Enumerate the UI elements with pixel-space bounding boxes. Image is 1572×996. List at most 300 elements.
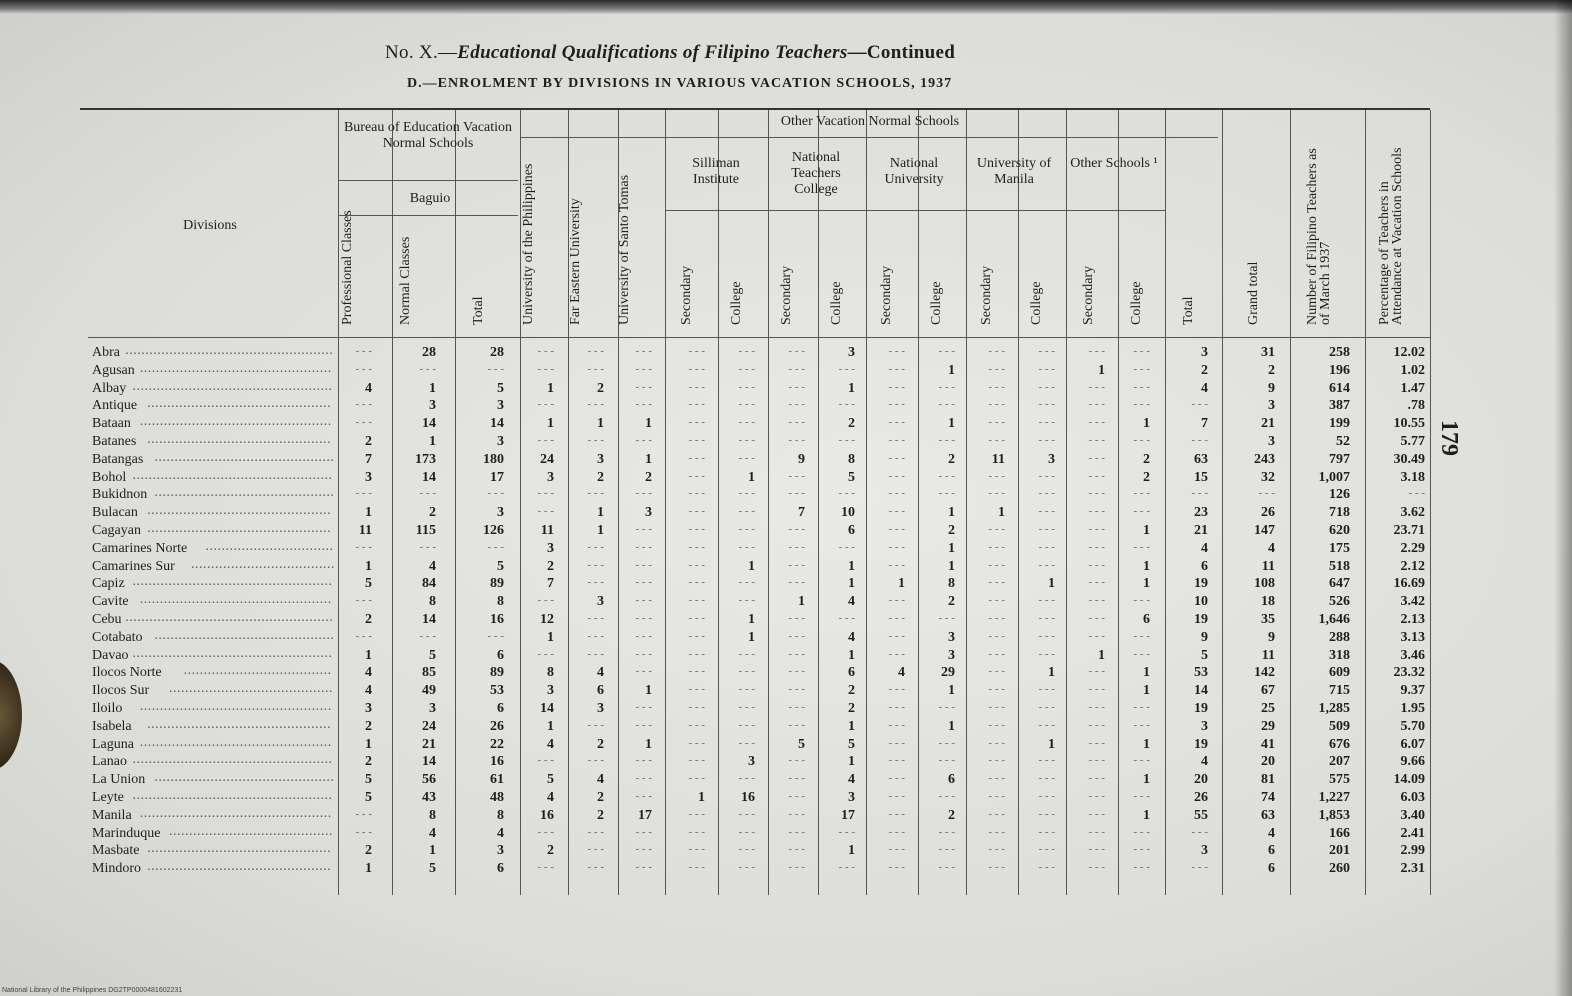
cell-tot: 3 <box>497 434 504 449</box>
cell-prof: - - - <box>355 807 372 820</box>
cell-oth-s: - - - <box>1088 434 1105 446</box>
baguio-rule <box>338 215 518 216</box>
cell-um-s: - - - <box>988 843 1005 856</box>
cell-prof: 2 <box>365 718 372 734</box>
cell-pct: 12.02 <box>1393 345 1425 360</box>
cell-grand: 32 <box>1261 469 1275 485</box>
cell-feu: 2 <box>597 469 604 485</box>
cell-sil-s: 1 <box>698 790 705 805</box>
column-rule <box>392 110 393 895</box>
cell-oth-s: - - - <box>1088 451 1105 464</box>
cell-ust: - - - <box>635 345 652 357</box>
cell-pct: 2.41 <box>1400 825 1425 841</box>
cell-oth-c: - - - <box>1133 345 1150 357</box>
cell-oth-s: - - - <box>1088 576 1105 589</box>
header-college: College <box>1029 281 1044 325</box>
cell-oth-c: - - - <box>1133 505 1150 518</box>
cell-norm: 8 <box>429 594 436 610</box>
cell-nu-s: - - - <box>888 754 905 767</box>
cell-grand: 67 <box>1261 683 1275 699</box>
cell-feu: - - - <box>587 861 604 874</box>
cell-tot: 61 <box>490 772 504 788</box>
cell-tot: 5 <box>497 380 504 396</box>
leader-dots: .............................................. <box>147 432 332 447</box>
cell-ntc-c: 4 <box>848 629 855 645</box>
cell-up: 12 <box>540 612 554 627</box>
cell-um-c: - - - <box>1038 487 1055 500</box>
cell-sil-c: - - - <box>738 736 755 749</box>
cell-oth-c: 2 <box>1143 469 1150 485</box>
header-up: University of the Philippines <box>521 163 536 325</box>
leader-dots: ................................................ <box>139 414 332 430</box>
cell-norm: 43 <box>422 790 436 805</box>
cell-nu-c: - - - <box>938 398 955 411</box>
cell-um-s: - - - <box>988 487 1005 500</box>
cell-ntc-c: 6 <box>848 523 855 538</box>
cell-um-s: - - - <box>988 362 1005 375</box>
cell-sil-c: - - - <box>738 718 755 731</box>
cell-grand: 142 <box>1254 665 1275 681</box>
cell-norm: 3 <box>429 701 436 716</box>
header-pct: Percentage of Teachers in Attendance at Vacation Schools <box>1377 147 1405 325</box>
leader-dots: ................................................ <box>139 592 332 608</box>
cell-oth-c: 1 <box>1143 576 1150 592</box>
cell-norm: 49 <box>422 683 436 699</box>
cell-num: 575 <box>1329 772 1350 788</box>
cell-feu: - - - <box>587 825 604 838</box>
leader-dots: .................................................. <box>132 467 333 483</box>
cell-oth-s: - - - <box>1088 345 1105 357</box>
cell-norm: 1 <box>429 434 436 449</box>
cell-sil-s: - - - <box>688 754 705 767</box>
cell-oth-s: - - - <box>1088 380 1105 393</box>
cell-num: 196 <box>1329 362 1350 378</box>
cell-ust: - - - <box>635 594 652 607</box>
thumb-shadow <box>0 660 22 770</box>
cell-nu-c: - - - <box>938 487 955 500</box>
division-name: Bataan <box>92 416 131 432</box>
cell-um-c: 1 <box>1048 576 1055 592</box>
cell-sil-c: - - - <box>738 505 755 518</box>
cell-ust: - - - <box>635 861 652 874</box>
cell-ntc-c: 3 <box>848 345 855 360</box>
division-name: Cagayan <box>92 523 141 538</box>
cell-ntc-s: 9 <box>798 451 805 467</box>
cell-ntc-c: 3 <box>848 790 855 805</box>
cell-up: - - - <box>537 345 554 357</box>
cell-nu-s: - - - <box>888 594 905 607</box>
cell-pct: 2.29 <box>1400 540 1425 556</box>
cell-nu-c: 6 <box>948 772 955 788</box>
cell-up: 3 <box>547 469 554 485</box>
cell-tot: 48 <box>490 790 504 805</box>
cell-pct: .78 <box>1407 398 1425 414</box>
cell-oth-s: 1 <box>1098 647 1105 663</box>
cell-grand: 147 <box>1254 523 1275 538</box>
leader-dots: .............................................. <box>147 841 332 857</box>
cell-um-c: - - - <box>1038 772 1055 785</box>
cell-um-s: - - - <box>988 807 1005 820</box>
cell-tot: 22 <box>490 736 504 752</box>
cell-oth-s: - - - <box>1088 558 1105 571</box>
cell-oth-c: - - - <box>1133 825 1150 838</box>
cell-oth-c: 1 <box>1143 736 1150 752</box>
cell-grand: 25 <box>1261 701 1275 716</box>
cell-ntc-c: 10 <box>841 505 855 521</box>
division-name: Antique <box>92 398 138 414</box>
cell-um-c: 1 <box>1048 736 1055 752</box>
cell-ntc-s: - - - <box>788 469 805 482</box>
cell-up: - - - <box>537 434 554 446</box>
cell-sil-c: - - - <box>738 398 755 411</box>
cell-ntc-c: 2 <box>848 701 855 716</box>
cell-num: 166 <box>1329 825 1350 841</box>
header-grand-total: Grand total <box>1246 261 1261 325</box>
cell-num: 52 <box>1336 434 1350 449</box>
division-name: Ilocos Norte <box>92 665 162 681</box>
header-secondary: Secondary <box>779 265 794 325</box>
cell-pct: 14.09 <box>1393 772 1425 788</box>
cell-oth-c: - - - <box>1133 790 1150 802</box>
cell-sil-s: - - - <box>688 505 705 518</box>
leader-dots: .................................................. <box>132 788 333 803</box>
cell-norm: 28 <box>422 345 436 360</box>
cell-feu: - - - <box>587 558 604 571</box>
division-name: Batangas <box>92 451 144 467</box>
table-subtitle: D.—ENROLMENT BY DIVISIONS IN VARIOUS VACATION SCHOOLS, 1937 <box>407 76 953 91</box>
cell-num: 718 <box>1329 505 1350 521</box>
cell-pct: 1.47 <box>1400 380 1425 396</box>
table-title <box>385 42 955 64</box>
cell-grand: 6 <box>1268 843 1275 859</box>
cell-ntc-s: - - - <box>788 754 805 767</box>
cell-um-s: - - - <box>988 469 1005 482</box>
cell-oth-c: 1 <box>1143 772 1150 788</box>
cell-prof: 4 <box>365 380 372 396</box>
cell-nu-s: - - - <box>888 362 905 375</box>
cell-feu: 1 <box>597 416 604 432</box>
cell-nu-s: - - - <box>888 647 905 660</box>
cell-grand: 26 <box>1261 505 1275 521</box>
cell-um-s: - - - <box>988 434 1005 446</box>
cell-nu-c: 2 <box>948 594 955 610</box>
division-name: Manila <box>92 807 132 823</box>
cell-ust: - - - <box>635 612 652 624</box>
cell-ust: - - - <box>635 380 652 393</box>
cell-ntc-s: - - - <box>788 540 805 553</box>
cell-um-c: - - - <box>1038 843 1055 856</box>
cell-ntc-s: - - - <box>788 861 805 874</box>
cell-nu-c: - - - <box>938 380 955 393</box>
cell-sil-s: - - - <box>688 807 705 820</box>
cell-prof: 1 <box>365 558 372 574</box>
cell-ust: - - - <box>635 647 652 660</box>
cell-total: 23 <box>1194 505 1208 521</box>
cell-num: 288 <box>1329 629 1350 645</box>
cell-feu: 4 <box>597 665 604 681</box>
cell-nu-s: - - - <box>888 451 905 464</box>
cell-sil-c: - - - <box>738 576 755 589</box>
cell-ntc-c: - - - <box>838 362 855 375</box>
leader-dots: .................................... <box>190 556 335 572</box>
cell-feu: 1 <box>597 505 604 521</box>
cell-oth-s: - - - <box>1088 790 1105 802</box>
cell-tot: 4 <box>497 825 504 841</box>
footer-credit: National Library of the Philippines DG2TP0000481602231 <box>2 987 183 994</box>
cell-tot: 28 <box>490 345 504 360</box>
cell-norm: 24 <box>422 718 436 734</box>
cell-um-c: - - - <box>1038 825 1055 838</box>
cell-norm: 5 <box>429 647 436 663</box>
cell-total: - - - <box>1191 487 1208 500</box>
cell-up: 24 <box>540 451 554 467</box>
cell-up: 1 <box>547 416 554 432</box>
cell-ntc-c: 1 <box>848 754 855 770</box>
cell-total: 19 <box>1194 576 1208 592</box>
cell-oth-c: 1 <box>1143 523 1150 538</box>
cell-total: 14 <box>1194 683 1208 699</box>
cell-ntc-s: - - - <box>788 612 805 624</box>
cell-oth-c: - - - <box>1133 594 1150 607</box>
leader-dots: ................................................ <box>139 734 332 750</box>
header-secondary: Secondary <box>879 265 894 325</box>
cell-nu-s: - - - <box>888 558 905 571</box>
division-name: Isabela <box>92 718 132 734</box>
header-feu: Far Eastern University <box>568 198 583 325</box>
cell-prof: 5 <box>365 772 372 788</box>
cell-oth-s: - - - <box>1088 701 1105 713</box>
cell-ntc-c: 1 <box>848 576 855 592</box>
cell-tot: 5 <box>497 558 504 574</box>
cell-total: 9 <box>1201 629 1208 645</box>
cell-num: 518 <box>1329 558 1350 574</box>
cell-tot: - - - <box>487 487 504 500</box>
cell-feu: - - - <box>587 754 604 767</box>
cell-nu-c: 1 <box>948 416 955 432</box>
cell-ust: 1 <box>645 416 652 432</box>
cell-pct: 23.32 <box>1393 665 1425 681</box>
cell-total: 3 <box>1201 843 1208 859</box>
cell-ntc-s: - - - <box>788 807 805 820</box>
scan-edge <box>0 0 1572 14</box>
leader-dots: .................................................. <box>132 645 333 661</box>
cell-ntc-c: 1 <box>848 647 855 663</box>
cell-oth-s: - - - <box>1088 736 1105 749</box>
cell-up: 14 <box>540 701 554 716</box>
cell-oth-c: 1 <box>1143 807 1150 823</box>
cell-grand: 3 <box>1268 398 1275 414</box>
cell-um-c: - - - <box>1038 861 1055 874</box>
header-other: Other Vacation Normal Schools <box>780 114 960 129</box>
cell-ust: - - - <box>635 772 652 785</box>
cell-feu: - - - <box>587 629 604 642</box>
column-rule <box>1365 110 1366 895</box>
cell-tot: 8 <box>497 594 504 610</box>
cell-tot: 6 <box>497 861 504 877</box>
cell-ust: - - - <box>635 629 652 642</box>
cell-ntc-s: - - - <box>788 523 805 535</box>
cell-num: 715 <box>1329 683 1350 699</box>
cell-grand: 20 <box>1261 754 1275 770</box>
cell-nu-s: - - - <box>888 345 905 357</box>
cell-um-s: - - - <box>988 790 1005 802</box>
cell-sil-c: - - - <box>738 807 755 820</box>
page-number: 179 <box>1436 420 1462 456</box>
cell-um-c: - - - <box>1038 683 1055 696</box>
cell-sil-s: - - - <box>688 861 705 874</box>
cell-norm: 115 <box>415 523 436 538</box>
leader-dots: .............................................. <box>147 859 332 875</box>
cell-nu-c: - - - <box>938 843 955 856</box>
cell-sil-c: - - - <box>738 843 755 856</box>
cell-num: 207 <box>1329 754 1350 770</box>
cell-grand: 81 <box>1261 772 1275 788</box>
cell-sil-c: - - - <box>738 523 755 535</box>
cell-sil-s: - - - <box>688 451 705 464</box>
cell-feu: - - - <box>587 576 604 589</box>
cell-oth-c: 1 <box>1143 683 1150 699</box>
cell-um-c: 1 <box>1048 665 1055 681</box>
cell-ntc-s: - - - <box>788 576 805 589</box>
division-name: Masbate <box>92 843 140 859</box>
cell-oth-c: - - - <box>1133 861 1150 874</box>
cell-oth-c: - - - <box>1133 754 1150 767</box>
cell-total: 3 <box>1201 345 1208 360</box>
cell-um-c: - - - <box>1038 505 1055 518</box>
cell-um-c: 3 <box>1048 451 1055 467</box>
cell-nu-c: 1 <box>948 362 955 378</box>
cell-ntc-c: 4 <box>848 772 855 788</box>
cell-sil-c: - - - <box>738 540 755 553</box>
cell-um-s: - - - <box>988 772 1005 785</box>
cell-sil-c: - - - <box>738 861 755 874</box>
cell-grand: 9 <box>1268 629 1275 645</box>
cell-up: 1 <box>547 718 554 734</box>
cell-sil-s: - - - <box>688 772 705 785</box>
cell-sil-s: - - - <box>688 576 705 589</box>
cell-pct: 2.13 <box>1400 612 1425 627</box>
cell-nu-s: - - - <box>888 807 905 820</box>
cell-norm: 56 <box>422 772 436 788</box>
header-college: College <box>829 281 844 325</box>
division-name: Iloilo <box>92 701 123 716</box>
column-rule <box>455 110 456 895</box>
cell-oth-s: - - - <box>1088 629 1105 642</box>
cell-ust: - - - <box>635 523 652 535</box>
cell-prof: - - - <box>355 540 372 553</box>
cell-tot: 3 <box>497 505 504 521</box>
cell-grand: - - - <box>1258 487 1275 500</box>
cell-um-c: - - - <box>1038 416 1055 429</box>
cell-oth-s: - - - <box>1088 505 1105 518</box>
cell-ust: 1 <box>645 683 652 699</box>
cell-sil-s: - - - <box>688 469 705 482</box>
cell-feu: - - - <box>587 345 604 357</box>
cell-oth-s: - - - <box>1088 718 1105 731</box>
cell-feu: - - - <box>587 540 604 553</box>
cell-total: 21 <box>1194 523 1208 538</box>
cell-grand: 29 <box>1261 718 1275 734</box>
division-name: Ilocos Sur <box>92 683 150 699</box>
cell-ust: - - - <box>635 362 652 375</box>
header-divisions: Divisions <box>183 218 237 233</box>
cell-prof: 1 <box>365 736 372 752</box>
cell-tot: 89 <box>490 576 504 592</box>
cell-up: 11 <box>540 523 554 538</box>
leader-dots: .................................................... <box>125 610 334 625</box>
cell-nu-c: 2 <box>948 451 955 467</box>
cell-sil-s: - - - <box>688 434 705 446</box>
cell-ust: - - - <box>635 576 652 589</box>
cell-feu: - - - <box>587 362 604 375</box>
cell-ntc-c: 2 <box>848 683 855 699</box>
cell-oth-s: - - - <box>1088 594 1105 607</box>
cell-um-s: - - - <box>988 647 1005 660</box>
column-rule <box>1165 110 1166 895</box>
cell-oth-c: 2 <box>1143 451 1150 467</box>
cell-sil-c: - - - <box>738 434 755 446</box>
cell-um-s: - - - <box>988 345 1005 357</box>
cell-nu-c: 2 <box>948 807 955 823</box>
cell-prof: - - - <box>355 487 372 500</box>
division-name: La Union <box>92 772 146 788</box>
cell-nu-c: 1 <box>948 540 955 556</box>
cell-pct: 3.40 <box>1400 807 1425 823</box>
cell-ust: - - - <box>635 718 652 731</box>
cell-prof: 2 <box>365 754 372 770</box>
cell-pct: - - - <box>1408 487 1425 500</box>
cell-norm: - - - <box>419 362 436 375</box>
cell-sil-s: - - - <box>688 629 705 642</box>
cell-ntc-c: 17 <box>841 807 855 823</box>
division-name: Mindoro <box>92 861 141 877</box>
cell-pct: 3.62 <box>1400 505 1425 521</box>
cell-oth-c: 6 <box>1143 612 1150 627</box>
cell-nu-s: - - - <box>888 469 905 482</box>
division-name: Cebu <box>92 612 122 627</box>
cell-grand: 31 <box>1261 345 1275 360</box>
cell-prof: 2 <box>365 843 372 859</box>
cell-um-s: - - - <box>988 594 1005 607</box>
cell-pct: 16.69 <box>1393 576 1425 592</box>
cell-sil-s: - - - <box>688 701 705 713</box>
header-total: Total <box>471 296 486 325</box>
division-name: Marinduque <box>92 825 161 841</box>
leader-dots: ................................................ <box>139 805 332 821</box>
cell-ntc-c: 2 <box>848 416 855 432</box>
cell-um-s: 11 <box>991 451 1005 467</box>
cell-nu-s: - - - <box>888 398 905 411</box>
cell-nu-s: - - - <box>888 843 905 856</box>
cell-pct: 2.31 <box>1400 861 1425 877</box>
cell-oth-c: 1 <box>1143 558 1150 574</box>
title-prefix: No. X.— <box>385 42 458 63</box>
cell-ust: - - - <box>635 790 652 802</box>
cell-sil-c: - - - <box>738 594 755 607</box>
cell-grand: 4 <box>1268 825 1275 841</box>
cell-grand: 9 <box>1268 380 1275 396</box>
cell-um-c: - - - <box>1038 754 1055 767</box>
cell-grand: 4 <box>1268 540 1275 556</box>
header-num-teachers: Number of Filipino Teachers as of March 1937 <box>1305 148 1333 325</box>
cell-total: 4 <box>1201 754 1208 770</box>
cell-nu-c: - - - <box>938 345 955 357</box>
cell-total: 19 <box>1194 736 1208 752</box>
cell-total: 3 <box>1201 718 1208 734</box>
cell-num: 647 <box>1329 576 1350 592</box>
cell-prof: 1 <box>365 861 372 877</box>
column-rule <box>1430 110 1431 895</box>
